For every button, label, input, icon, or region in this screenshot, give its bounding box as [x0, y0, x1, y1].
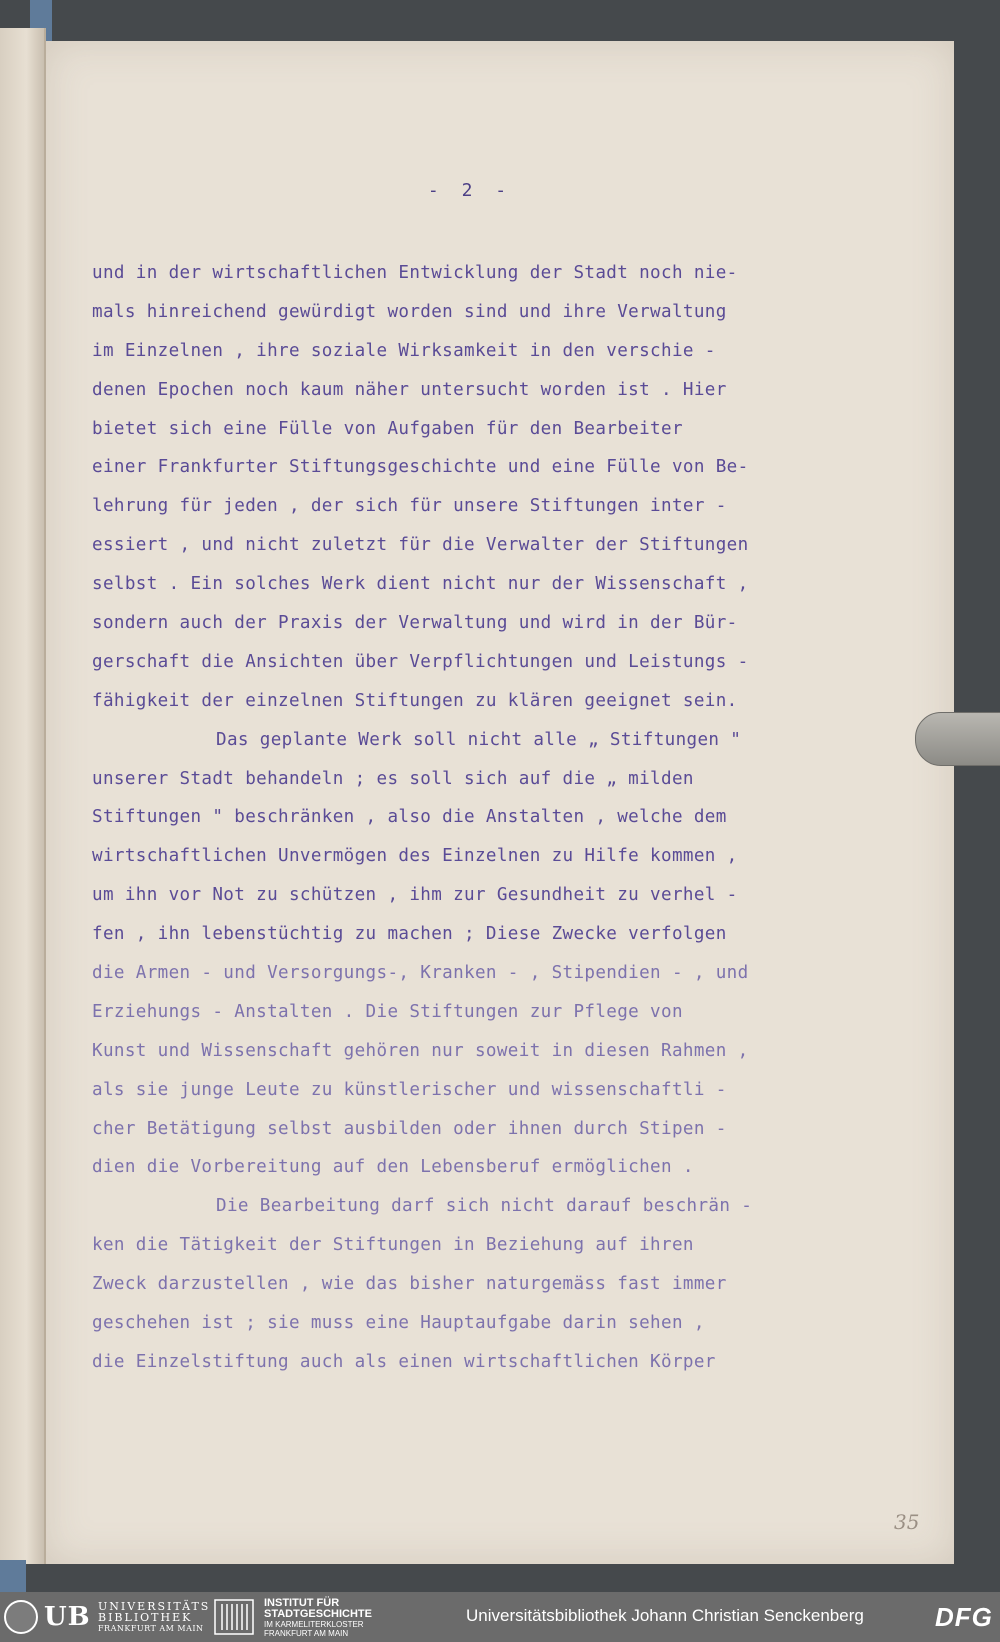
- text-line: Die Bearbeitung darf sich nicht darauf beschrän -: [216, 1196, 753, 1217]
- dfg-logo[interactable]: DFG: [935, 1602, 993, 1632]
- ub-name-line-3: FRANKFURT AM MAIN: [98, 1624, 204, 1633]
- text-line: die Einzelstiftung auch als einen wirtschaftlichen Körper: [92, 1351, 716, 1372]
- text-line: gerschaft die Ansichten über Verpflichtungen und Leistungs -: [92, 651, 749, 672]
- adjacent-page-edge: [0, 28, 46, 1564]
- text-line: bietet sich eine Fülle von Aufgaben für den Bearbeiter: [92, 418, 683, 439]
- library-seal-icon: [4, 1600, 38, 1634]
- text-line: geschehen ist ; sie muss eine Hauptaufgabe darin sehen ,: [92, 1313, 705, 1334]
- text-line: essiert , und nicht zuletzt für die Verwalter der Stiftungen: [92, 535, 749, 556]
- ub-logo[interactable]: [4, 1600, 94, 1634]
- text-line: Stiftungen " beschränken , also die Anstalten , welche dem: [92, 807, 727, 828]
- ub-logo-mark: UB: [44, 1602, 91, 1632]
- binding-tab-bottom: [0, 1560, 26, 1592]
- paper-clip: [915, 712, 1000, 766]
- text-line: unserer Stadt behandeln ; es soll sich auf die „ milden: [92, 768, 694, 789]
- text-line: denen Epochen noch kaum näher untersucht worden ist . Hier: [92, 379, 727, 400]
- text-line: Zweck darzustellen , wie das bisher naturgemäss fast immer: [92, 1274, 727, 1295]
- text-line: als sie junge Leute zu künstlerischer und wissenschaftli -: [92, 1079, 727, 1100]
- text-line: lehrung für jeden , der sich für unsere Stiftungen inter -: [92, 496, 727, 517]
- text-line: mals hinreichend gewürdigt worden sind und ihre Verwaltung: [92, 301, 727, 322]
- archive-page-number: 35: [894, 1510, 920, 1534]
- text-line: dien die Vorbereitung auf den Lebensberuf ermöglichen .: [92, 1157, 694, 1178]
- viewer-footer-bar: [0, 1592, 1000, 1642]
- text-line: und in der wirtschaftlichen Entwicklung der Stadt noch nie-: [92, 263, 738, 283]
- ub-name-line-1: UNIVERSITÄTS: [98, 1600, 211, 1613]
- library-name[interactable]: Universitätsbibliothek Johann Christian Senckenberg: [466, 1606, 864, 1625]
- institute-name-line-2: STADTGESCHICHTE: [264, 1608, 372, 1620]
- ub-name-line-2: BIBLIOTHEK: [98, 1611, 193, 1624]
- institute-name-line-4: FRANKFURT AM MAIN: [264, 1629, 349, 1638]
- text-line: wirtschaftlichen Unvermögen des Einzelnen zu Hilfe kommen ,: [92, 846, 738, 867]
- typed-text-body: [92, 254, 882, 1382]
- text-line: fähigkeit der einzelnen Stiftungen zu klären geeignet sein.: [92, 690, 738, 711]
- text-line: Erziehungs - Anstalten . Die Stiftungen zur Pflege von: [92, 1001, 683, 1022]
- text-line: ken die Tätigkeit der Stiftungen in Beziehung auf ihren: [92, 1235, 694, 1256]
- text-line: Kunst und Wissenschaft gehören nur soweit in diesen Rahmen ,: [92, 1040, 749, 1061]
- page-number: - 2 -: [427, 180, 513, 201]
- text-line: selbst . Ein solches Werk dient nicht nur der Wissenschaft ,: [92, 574, 749, 595]
- ub-name: [98, 1601, 210, 1634]
- institute-name: [264, 1598, 372, 1638]
- text-line: cher Betätigung selbst ausbilden oder ihnen durch Stipen -: [92, 1118, 727, 1139]
- text-line: im Einzelnen , ihre soziale Wirksamkeit in den verschie -: [92, 340, 716, 361]
- institute-columns-icon[interactable]: [214, 1598, 254, 1636]
- text-line: einer Frankfurter Stiftungsgeschichte und eine Fülle von Be-: [92, 457, 749, 478]
- text-line: um ihn vor Not zu schützen , ihm zur Gesundheit zu verhel -: [92, 885, 738, 906]
- text-line: sondern auch der Praxis der Verwaltung und wird in der Bür-: [92, 613, 738, 634]
- text-line: Das geplante Werk soll nicht alle „ Stiftungen ": [216, 729, 742, 750]
- text-line: die Armen - und Versorgungs-, Kranken - , Stipendien - , und: [92, 963, 749, 984]
- institute-name-line-3: IM KARMELITERKLOSTER: [264, 1620, 364, 1629]
- text-line: fen , ihn lebenstüchtig zu machen ; Diese Zwecke verfolgen: [92, 924, 727, 945]
- institute-name-line-1: INSTITUT FÜR: [264, 1597, 340, 1609]
